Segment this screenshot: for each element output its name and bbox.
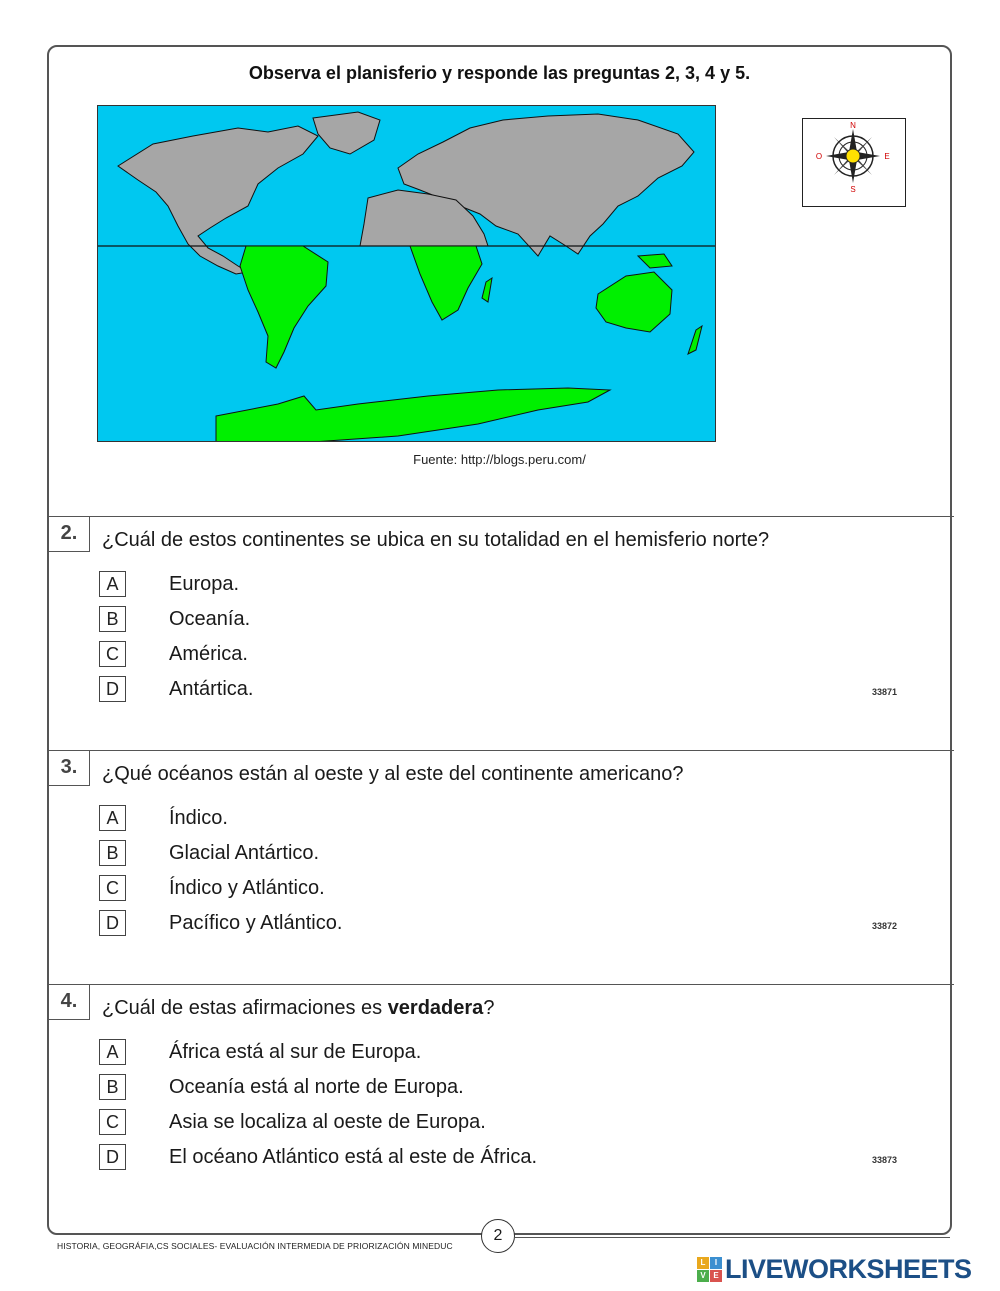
- question-text-end: ?: [483, 997, 495, 1019]
- option-a[interactable]: [99, 805, 228, 831]
- option-text: Europa.: [169, 572, 240, 595]
- compass-rose: [802, 118, 906, 207]
- brand-logo-letter: V: [697, 1270, 709, 1282]
- question-number: 3.: [48, 750, 90, 786]
- map-source: Fuente: http://blogs.peru.com/: [413, 452, 586, 467]
- option-a[interactable]: [99, 571, 240, 597]
- item-code: 33871: [872, 687, 898, 697]
- option-letter-box[interactable]: B: [99, 606, 126, 632]
- option-letter-box[interactable]: C: [99, 641, 126, 667]
- brand-logo-letter: I: [710, 1257, 722, 1269]
- brand-logo-letter: L: [697, 1257, 709, 1269]
- option-text: Antártica.: [169, 677, 254, 700]
- option-letter-box[interactable]: B: [99, 1074, 126, 1100]
- option-text: Pacífico y Atlántico.: [169, 911, 343, 934]
- instruction-heading: Observa el planisferio y responde las preguntas 2, 3, 4 y 5.: [248, 63, 751, 83]
- option-letter-box[interactable]: A: [99, 1039, 126, 1065]
- compass-east: E: [884, 152, 890, 161]
- option-text: Oceanía está al norte de Europa.: [169, 1075, 464, 1098]
- option-b[interactable]: [99, 1074, 464, 1100]
- option-text: Glacial Antártico.: [169, 841, 320, 864]
- worksheet-page: [47, 45, 952, 1235]
- brand-logo-letter: E: [710, 1270, 722, 1282]
- world-map: [97, 105, 716, 442]
- option-letter-box[interactable]: A: [99, 805, 126, 831]
- option-letter-box[interactable]: A: [99, 571, 126, 597]
- section-divider: [47, 516, 954, 517]
- option-text: Asia se localiza al oeste de Europa.: [169, 1110, 486, 1133]
- option-c[interactable]: [99, 875, 325, 901]
- item-code: 33873: [872, 1155, 898, 1165]
- option-b[interactable]: [99, 606, 251, 632]
- option-text: Índico y Atlántico.: [169, 876, 325, 899]
- footer-rule: [515, 1237, 950, 1238]
- option-letter-box[interactable]: C: [99, 1109, 126, 1135]
- question-text-emphasis: verdadera: [387, 997, 484, 1019]
- section-divider: [47, 750, 954, 751]
- option-d[interactable]: [99, 910, 343, 936]
- option-letter-box[interactable]: B: [99, 840, 126, 866]
- option-letter-box[interactable]: D: [99, 910, 126, 936]
- page-number: 2: [481, 1219, 515, 1253]
- option-b[interactable]: [99, 840, 320, 866]
- compass-south: S: [850, 185, 856, 194]
- question-text: ¿Cuál de estos continentes se ubica en su totalidad en el hemisferio norte?: [102, 529, 770, 551]
- option-letter-box[interactable]: C: [99, 875, 126, 901]
- option-c[interactable]: [99, 1109, 486, 1135]
- option-letter-box[interactable]: D: [99, 1144, 126, 1170]
- liveworksheets-brand[interactable]: [697, 1254, 972, 1284]
- option-a[interactable]: [99, 1039, 422, 1065]
- brand-name: LIVEWORKSHEETS: [725, 1253, 972, 1284]
- option-d[interactable]: [99, 676, 254, 702]
- compass-north: N: [850, 121, 856, 130]
- footer-subject: HISTORIA, GEOGRÁFIA,CS SOCIALES- EVALUACIÓN INTERMEDIA DE PRIORIZACIÓN MINEDUC: [57, 1241, 453, 1251]
- question-text: ¿Qué océanos están al oeste y al este del continente americano?: [102, 763, 684, 785]
- question-text-start: ¿Cuál de estas afirmaciones es: [102, 997, 388, 1019]
- option-text: Índico.: [169, 806, 228, 829]
- question-number: 2.: [48, 516, 90, 552]
- brand-logo-icon: [697, 1257, 722, 1282]
- option-text: América.: [169, 642, 248, 665]
- option-c[interactable]: [99, 641, 248, 667]
- section-divider: [47, 984, 954, 985]
- option-letter-box[interactable]: D: [99, 676, 126, 702]
- item-code: 33872: [872, 921, 898, 931]
- option-text: África está al sur de Europa.: [169, 1040, 422, 1063]
- compass-west: O: [815, 152, 823, 161]
- option-text: Oceanía.: [169, 607, 251, 630]
- option-d[interactable]: [99, 1144, 537, 1170]
- option-text: El océano Atlántico está al este de África.: [169, 1145, 537, 1168]
- question-text: [102, 997, 494, 1020]
- question-number: 4.: [48, 984, 90, 1020]
